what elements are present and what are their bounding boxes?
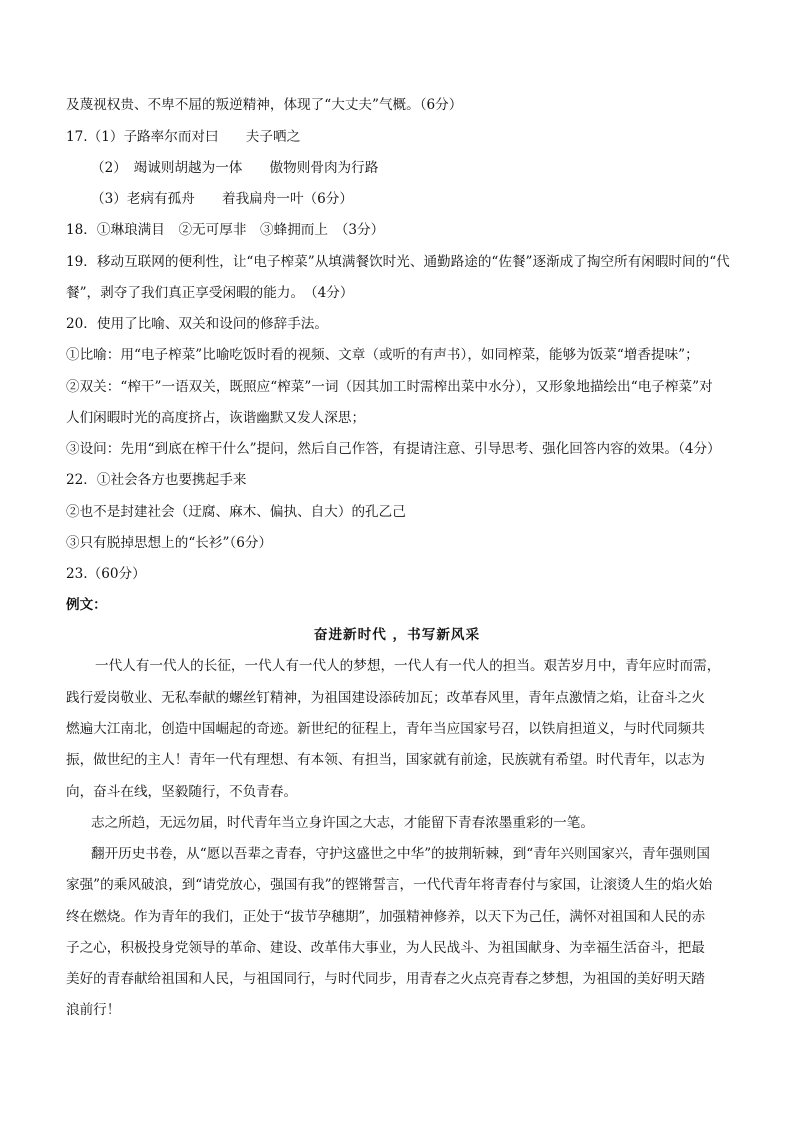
essay-line: 振，做世纪的主人！青年一代有理想、有本领、有担当，国家就有前途，民族就有希望。时代青年，以志为 [66, 752, 705, 768]
essay-line: 一代人有一代人的长征，一代人有一代人的梦想，一代人有一代人的担当。艰苦岁月中，青年应时而需， [95, 658, 721, 674]
essay-line: 向，奋斗在线，坚毅随行，不负青春。 [66, 784, 298, 800]
answer-22-1: 22．①社会各方也要携起手来 [66, 472, 247, 488]
answer-17-2: （2） 竭诚则胡越为一体 傲物则骨肉为行路 [91, 160, 379, 176]
answer-16-tail: 及蔑视权贵、不卑不屈的叛逆精神，体现了“大丈夫”气概。（6分） [66, 97, 463, 113]
answer-17-3: （3）老病有孤舟 着我扁舟一叶（6分） [91, 191, 353, 207]
answer-19-line-1: 19．移动互联网的便利性，让“电子榨菜”从填满餐饮时光、通勤路途的“佐餐”逐渐成了掏空所有闲暇时间的“代 [66, 254, 730, 270]
answer-22-2: ②也不是封建社会（迂腐、麻木、偏执、自大）的孔乙己 [66, 504, 406, 520]
answer-17-1: 17.（1）子路率尔而对曰 夫子哂之 [66, 129, 301, 145]
essay-line: 家强”的乘风破浪，到“请党放心，强国有我”的铿锵誓言，一代代青年将青春付与家国，让滚烫人生的焰火始 [66, 877, 713, 893]
answer-20-pun-line-1: ②双关：“榨干”一语双关，既照应“榨菜”一词（因其加工时需榨出菜中水分），又形象地描绘出“电子榨菜”对 [66, 379, 713, 395]
essay-line: 志之所趋，无远勿届，时代青年当立身许国之大志，才能留下青春浓墨重彩的一笔。 [91, 815, 594, 831]
essay-line: 终在燃烧。作为青年的我们，正处于“拔节孕穗期”，加强精神修养，以天下为己任，满怀对祖国和人民的赤 [66, 909, 706, 925]
answer-20-metaphor: ①比喻：用“电子榨菜”比喻吃饭时看的视频、文章（或听的有声书），如同榨菜，能够为饭菜“增香提味”； [66, 347, 699, 363]
answer-19-line-2: 餐”，剥夺了我们真正享受闲暇的能力。 （4分） [66, 285, 354, 301]
essay-line: 美好的青春献给祖国和人民，与祖国同行，与时代同步，用青春之火点亮青春之梦想，为祖国的美好明天踏 [66, 971, 705, 987]
answer-20-pun-line-2: 人们闲暇时光的高度挤占，诙谐幽默又发人深思； [66, 410, 366, 426]
essay-title: 奋进新时代 ，书写新风采 [313, 627, 481, 643]
essay-line: 燃遍大江南北，创造中国崛起的奇迹。新世纪的征程上，青年当应国家号召，以铁肩担道义，与时代同频共 [66, 721, 705, 737]
essay-line: 践行爱岗敬业、无私奉献的螺丝钉精神，为祖国建设添砖加瓦；改革春风里，青年点激情之焰，让奋斗之火 [66, 690, 705, 706]
answer-22-3: ③只有脱掉思想上的“长衫”（6分） [66, 535, 273, 551]
essay-line: 浪前行！ [66, 1002, 121, 1018]
answer-20-intro: 20．使用了比喻、双关和设问的修辞手法。 [66, 316, 328, 332]
essay-line: 翻开历史书卷，从“愿以吾辈之青春，守护这盛世之中华”的披荆斩棘，到“青年兴则国家兴，青年强则国 [91, 846, 710, 862]
answer-18: 18．①琳琅满目 ②无可厚非 ③蜂拥而上 （3分） [66, 222, 385, 238]
essay-line: 子之心，积极投身党领导的革命、建设、改革伟大事业，为人民战斗、为祖国献身、为幸福生活奋斗，把最 [66, 940, 705, 956]
answer-23: 23.（60分） [66, 566, 146, 582]
answer-20-question: ③设问：先用“到底在榨干什么”提问，然后自己作答，有提请注意、引导思考、强化回答内容的效果。（4分） [66, 441, 721, 457]
example-label: 例文： [66, 597, 107, 613]
